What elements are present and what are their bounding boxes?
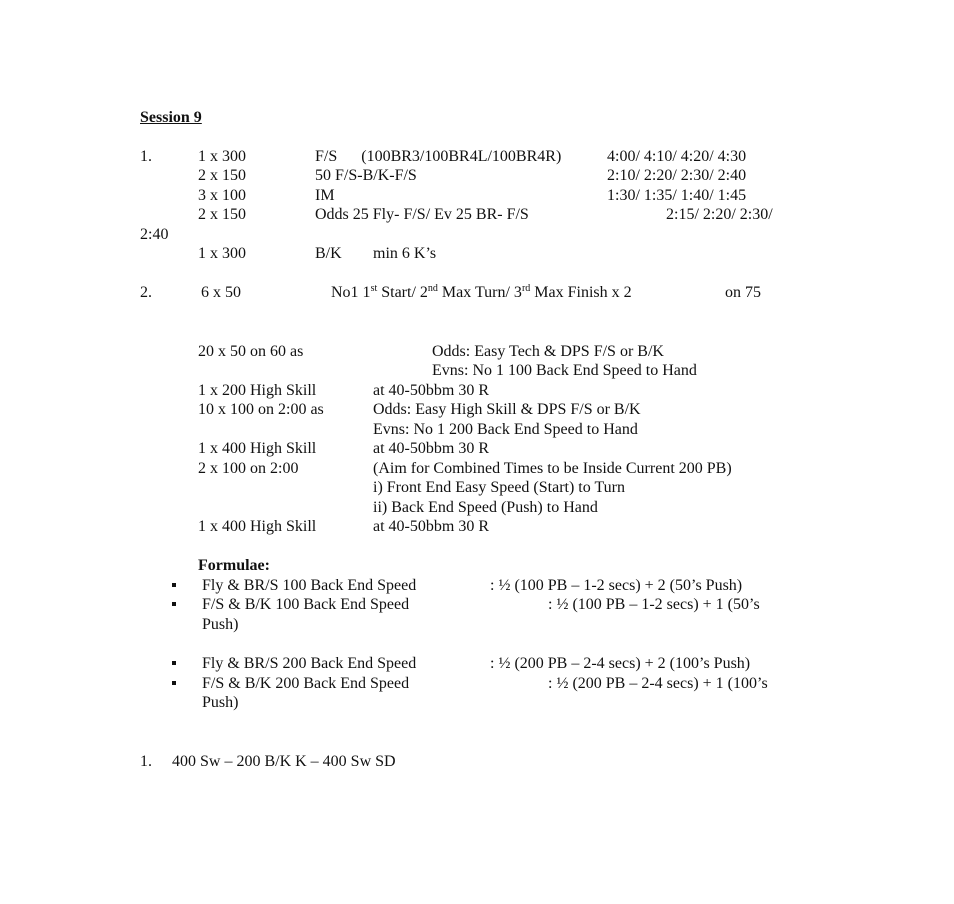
main-set-note: at 40-50bbm 30 R: [373, 518, 489, 535]
section-number: 1.: [140, 148, 152, 165]
set-reps: 3 x 100: [198, 187, 246, 204]
set-interval: on 75: [725, 284, 761, 301]
set-description: No1 1st Start/ 2nd Max Turn/ 3rd Max Finish x 2: [331, 283, 632, 301]
formula-wrap: Push): [202, 694, 239, 711]
main-set-note: at 40-50bbm 30 R: [373, 440, 489, 457]
set-intervals: 4:00/ 4:10/ 4:20/ 4:30: [607, 148, 747, 165]
set-description: 50 F/S-B/K-F/S: [315, 167, 417, 184]
main-set-evns: Evns: No 1 200 Back End Speed to Hand: [373, 421, 638, 438]
formula-value: : ½ (200 PB – 2-4 secs) + 2 (100’s Push): [490, 655, 751, 672]
formula-value: : ½ (100 PB – 1-2 secs) + 1 (50’s: [548, 596, 760, 613]
set-intervals: 2:10/ 2:20/ 2:30/ 2:40: [607, 167, 747, 184]
main-set-odds: Odds: Easy High Skill & DPS F/S or B/K: [373, 401, 641, 418]
cooldown-set: 400 Sw – 200 B/K K – 400 Sw SD: [172, 753, 396, 770]
set-reps: 2 x 150: [198, 206, 246, 223]
formula-value: : ½ (200 PB – 2-4 secs) + 1 (100’s: [548, 675, 768, 692]
main-set-note: (Aim for Combined Times to be Inside Current 200 PB): [373, 460, 732, 477]
main-set-odds: Odds: Easy Tech & DPS F/S or B/K: [432, 343, 664, 360]
main-set-note: ii) Back End Speed (Push) to Hand: [373, 499, 598, 516]
bullet-icon: [172, 583, 176, 587]
set-reps: 6 x 50: [201, 284, 241, 301]
bullet-icon: [172, 602, 176, 606]
formula-wrap: Push): [202, 616, 239, 633]
set-description: Odds 25 Fly- F/S/ Ev 25 BR- F/S: [315, 206, 529, 223]
bullet-icon: [172, 681, 176, 685]
set-description: F/S (100BR3/100BR4L/100BR4R): [315, 148, 562, 165]
main-set: 20 x 50 on 60 as: [198, 343, 304, 360]
main-set-note: i) Front End Easy Speed (Start) to Turn: [373, 479, 625, 496]
set-note: min 6 K’s: [373, 245, 437, 262]
formula-label: F/S & B/K 100 Back End Speed: [202, 596, 410, 613]
formula-label: F/S & B/K 200 Back End Speed: [202, 675, 410, 692]
set-stroke: B/K: [315, 245, 342, 262]
wrapped-interval: 2:40: [140, 226, 169, 243]
session-title: Session 9: [140, 109, 202, 126]
section-number: 2.: [140, 284, 152, 301]
main-set: 2 x 100 on 2:00: [198, 460, 299, 477]
formula-value: : ½ (100 PB – 1-2 secs) + 2 (50’s Push): [490, 577, 743, 594]
set-reps: 1 x 300: [198, 148, 246, 165]
set-reps: 1 x 300: [198, 245, 246, 262]
formulae-heading: Formulae:: [198, 557, 270, 574]
formula-label: Fly & BR/S 200 Back End Speed: [202, 655, 417, 672]
set-intervals: 1:30/ 1:35/ 1:40/ 1:45: [607, 187, 747, 204]
set-intervals: 2:15/ 2:20/ 2:30/: [666, 206, 773, 223]
cooldown-number: 1.: [140, 753, 152, 770]
main-set: 1 x 400 High Skill: [198, 518, 317, 535]
formula-label: Fly & BR/S 100 Back End Speed: [202, 577, 417, 594]
set-description: IM: [315, 187, 335, 204]
set-reps: 2 x 150: [198, 167, 246, 184]
bullet-icon: [172, 661, 176, 665]
main-set: 1 x 200 High Skill: [198, 382, 317, 399]
main-set: 1 x 400 High Skill: [198, 440, 317, 457]
main-set: 10 x 100 on 2:00 as: [198, 401, 324, 418]
main-set-note: at 40-50bbm 30 R: [373, 382, 489, 399]
main-set-evns: Evns: No 1 100 Back End Speed to Hand: [432, 362, 697, 379]
